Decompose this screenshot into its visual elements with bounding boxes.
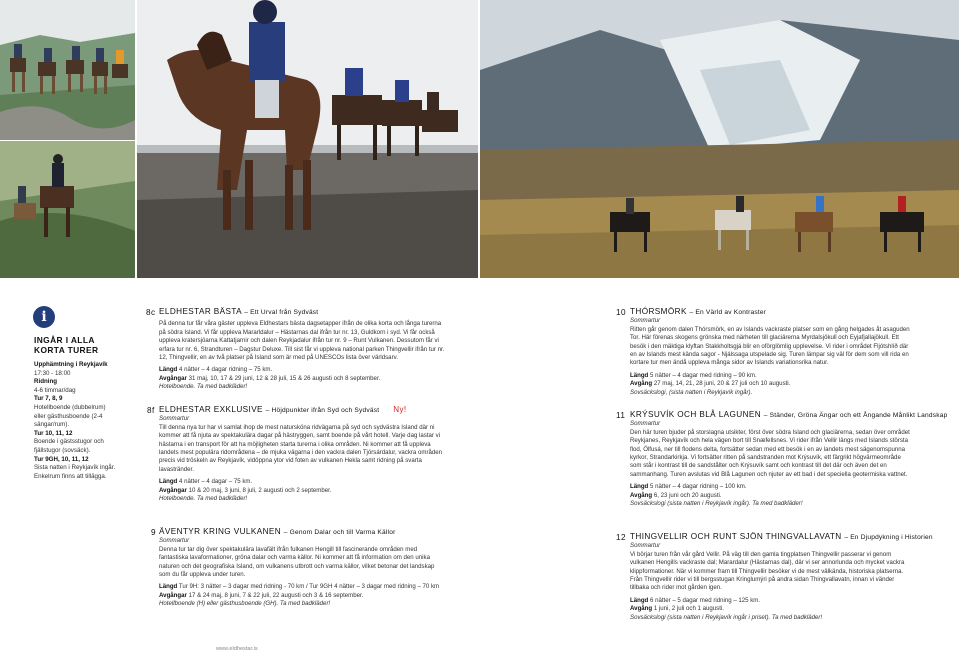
tour-title: ELDHESTAR BÄSTA (159, 307, 242, 316)
tour-description: Till denna nya tur har vi samlat ihop de mest natursköna ridvägarna på syd och sydvästra Island där ni kommer att få njuta av spektakulära dagar på hästryggen, samt boende på vårt hotell. Varje dag lastar vi hästarna i en transport för att ha möjligheten starta turerna i olika områden. Ni kommer att få uppleva landets mest populära ridområdena – de mjuka vägarna i den vackra dalen Tjórsárdalur, vackra områden precis vid tröskeln av Reykjavík, vidöppna ytor vid foten av vulkanen Hekla samt ridning på svarta lavastränder. (159, 423, 443, 473)
tour-departures: 6, 23 juni och 20 augusti. (653, 491, 722, 499)
tour-number: 8f (147, 406, 155, 415)
departures-label: Avgång (630, 605, 653, 613)
tour-length: 4 nätter – 4 dagar – 75 km. (178, 478, 253, 486)
tour-subtitle: – En Värld av Kontraster (689, 309, 767, 316)
photo-riders-trail (0, 141, 135, 278)
sidebar-line: 4-6 timmar/dag (34, 386, 76, 394)
tour-subtitle: – Höjdpunkter ifrån Syd och Sydväst (265, 407, 380, 414)
tour-number: 8c (146, 308, 156, 317)
tour-kicker: Sommartur (630, 542, 661, 550)
tour-heading (159, 308, 445, 317)
tour-number: 9 (151, 528, 156, 537)
sidebar-line: Sista natten i Reykjavík ingår. (34, 464, 116, 472)
tour-note: Hotelboende. Ta med badkläder! (159, 383, 248, 391)
departures-label: Avgång (630, 380, 653, 388)
tour-length: Tur 9H: 3 nätter – 3 dagar med ridning - 70 km / Tur 9GH 4 nätter – 3 dagar med ridning – 70 km (178, 583, 440, 591)
tour-block (159, 308, 445, 392)
sidebar-line: sängar/rum). (34, 421, 70, 429)
departures-label: Avgångar (159, 486, 187, 494)
tour-subtitle: – Ständer, Gröna Ängar och ett Ångande Månlikt Landskap (763, 412, 948, 419)
tour-note: Sovsäckslogi (sista natten i Reykjavík ingår i priset). Ta med badkläder! (630, 613, 823, 621)
departures-label: Avgångar (159, 591, 187, 599)
tour-description: På denna tur får våra gäster uppleva Eldhestars bästa dagsetapper ifrån de olika korta och långa turerna på södra Island. Vi får uppleva Mararldalur – Hästarnas dal ifrån tur nr. 13, Guldkorn i syd. Vi får också uppleva kratersjöarna Kattatjarnir och dalen Reykjadalur ifrån tur nr. 9 – Runt Vulkanen. Dessutom får vi erfara tur nr. 6, Strandturen – Dagstur Deluxe. Till sist får vi uppleva national parken Thingvellir ifrån tur nr. 12, Thingvellir, en av två platser på Island som är med på UNESCOs lista över världsarv. (159, 320, 445, 362)
departures-label: Avgång (630, 491, 653, 499)
sidebar-line: Upphämtning i Reykjavík (34, 361, 108, 368)
tour-description: Ritten går genom dalen Thórsmörk, en av Islands vackraste platser som en gång helgades åt asaguden Tor. Här förenas skogens grönska med närheten till glaciärerna Myrdalsjökull och Eyjafjallajökull. Ett besök i den mäktiga klyftan Stakkholtsgjá blir en oförglömlig upplevelse. Vi rider i området Fljótshlíð där en av Islands mest kända sagor - Njálssaga utspelade sig. Turen lämpar sig väl för dem som vill rida en kortare tur men ändå uppleva många sidor av Islands variationsrika natur. (630, 325, 910, 367)
tour-title: KRÝSUVÍK OCH BLÅ LAGUNEN (630, 410, 762, 419)
length-label: Längd (159, 478, 178, 486)
sidebar-line: 17:30 - 18:00 (34, 369, 71, 377)
tour-heading (630, 308, 914, 317)
tour-departures: 31 maj, 10, 17 & 29 juni, 12 & 28 juli, 15 & 26 augusti och 8 september. (188, 374, 381, 382)
tour-kicker: Sommartur (630, 420, 661, 428)
length-label: Längd (630, 483, 649, 491)
length-label: Längd (630, 371, 649, 379)
tour-number: 12 (616, 533, 626, 542)
tour-length: 5 nätter – 4 dagar med ridning – 90 km. (649, 371, 757, 379)
tour-block (159, 528, 445, 609)
tour-length: 5 nätter – 4 dagar ridning – 100 km. (649, 483, 747, 491)
sidebar-line: eller gästhusboende (2-4 (34, 412, 103, 420)
sidebar-title: INGÅR I ALLA KORTA TURER (34, 335, 99, 355)
tour-heading (159, 406, 445, 415)
tour-heading (630, 410, 948, 420)
tour-subtitle: – En Djupdykning i Historien (844, 534, 933, 541)
tour-description: Vi börjar turen från vår gård Vellir. På väg till den gamla tingplatsen Thingvellir passerar vi genom vulkanen Hengills vackraste dal; Marardalur (Hästarnas dal), där vi ser annorlunda och mycket vackra klippformationer. När vi kommer fram till Thingvellir besöker vi de mest välkända, historiska platserna. Från Thingvellir rider vi till bergsstugan Kringlumýri på andra sidan Thingvallavatn, innan vi vänder tillbaka och rider mot gården igen. (630, 550, 905, 592)
tour-title: ÄVENTYR KRING VULKANEN (159, 527, 282, 536)
included-sidebar (34, 335, 126, 481)
departures-label: Avgångar (159, 374, 187, 382)
tour-number: 10 (616, 308, 626, 317)
sidebar-line: Boende i gästsstugor och (34, 438, 104, 446)
sidebar-lines (34, 361, 126, 481)
tour-length: 6 nätter – 5 dagar med ridning – 125 km. (649, 596, 761, 604)
length-label: Längd (159, 366, 178, 374)
photo-glacier-ride (480, 0, 959, 278)
tour-block (630, 532, 933, 622)
tour-description: Denna tur tar dig över spektakulära lavafält ifrån fulkanen Hengill till fascinerande områden med fantastiska lavaformationer, gröna dalar och varma källor. Ni kommer att få information om den unika naturen och det geografiska Island, om vulkanens utbrott och varma källor, vilket betonar det landskap som du får uppleva under turen. (159, 545, 435, 579)
tour-departures: 10 & 20 maj, 3 juni, 8 juli, 2 augusti och 2 september. (188, 486, 332, 494)
tour-note: Sovsäckslogi, (sista natten i Reykjavík ingår). (630, 388, 753, 396)
tour-block (630, 410, 948, 508)
tour-note: Hotelboende. Ta med badkläder! (159, 495, 248, 503)
length-label: Längd (630, 596, 649, 604)
tour-subtitle: – Ett Urval från Sydväst (244, 309, 319, 316)
tour-heading (159, 528, 445, 537)
tour-note: Sovsäckslogi (sista natten i Reykjavík ingår). Ta med badkläder! (630, 500, 803, 508)
tour-title: THINGVELLIR OCH RUNT SJÖN THINGVALLAVATN (630, 532, 842, 541)
photo-riders-meadow (0, 0, 135, 140)
tour-departures: 27 maj, 14, 21, 28 juni, 20 & 27 juli och 10 augusti. (653, 380, 791, 388)
tour-departures: 17 & 24 maj, 8 juni, 7 & 22 juli, 22 augusti och 3 & 16 september. (188, 591, 364, 599)
tour-note: Hotellboende (H) eller gästhusboende (GH). Ta med badkläder! (159, 600, 331, 608)
tour-length: 4 nätter – 4 dagar ridning – 75 km. (178, 366, 273, 374)
tour-title: THÓRSMÖRK (630, 307, 687, 316)
info-icon: i (33, 306, 55, 328)
tour-subtitle: – Genom Dalar och till Varma Källor (283, 529, 396, 536)
sidebar-line: Tur 7, 8, 9 (34, 395, 63, 403)
sidebar-line: Tur 9GH, 10, 11, 12 (34, 455, 89, 463)
sidebar-line: Tur 10, 11, 12 (34, 429, 73, 437)
photo-beach-ride (137, 0, 478, 278)
tour-heading (630, 532, 933, 542)
sidebar-line: Enkelrum finns att tillägga. (34, 472, 107, 480)
sidebar-line: fjällstugor (sovsäck). (34, 446, 91, 454)
tour-kicker: Sommartur (159, 537, 190, 545)
sidebar-line: Hotellboende (dubbelrum) (34, 403, 106, 411)
tour-kicker: Sommartur (630, 317, 661, 325)
footer-url: www.eldhestar.is (216, 646, 258, 652)
tour-number: 11 (616, 411, 626, 420)
length-label: Längd (159, 583, 178, 591)
tour-departures: 1 juni, 2 juli och 1 augusti. (653, 605, 724, 613)
sidebar-line: Ridning (34, 378, 58, 386)
tour-block (630, 308, 914, 397)
tour-description: Den här turen bjuder på storslagna utsikter, först över södra Island och glaciärerna, sedan över området Reykjanes, Reykjavík och hela vägen bort till Snæfellsnes. Vi rider ifrån Vellir längs med Islands största flod, Ölfusá, ner till flodens delta, fortsätter sedan med ett besök i en av landets mest sägenomspunna kyrkor, Strandarkirkja. Vi fortsätter ritten på sandstranden mot Krýsuvík, ett färgrikt högvärmeområde som står i kontrast till de sandstålter och Krýsuvík samt och kontrast till det där och även det en sammanhang. Turen avslutas vid Blå Lagunen och njuter av ett bad i det speciella geotermiska vattnet. (630, 428, 910, 478)
tour-kicker: Sommartur (159, 415, 190, 423)
new-badge: Ny! (393, 405, 407, 414)
tour-block (159, 406, 445, 503)
tour-title: ELDHESTAR EXKLUSIVE (159, 405, 263, 414)
